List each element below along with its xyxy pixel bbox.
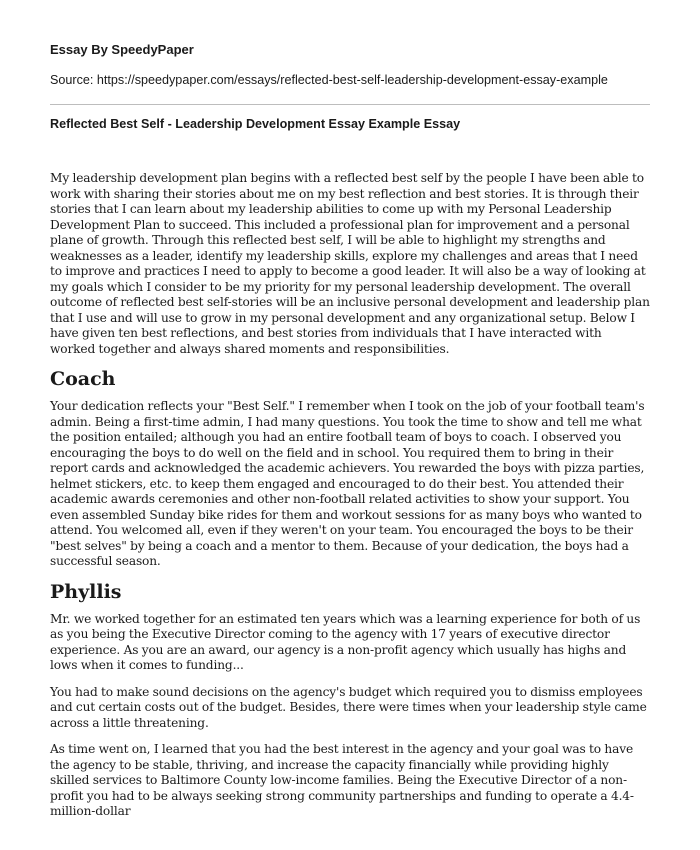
site-title: Essay By SpeedyPaper bbox=[50, 42, 194, 57]
section-heading-coach: Coach bbox=[50, 368, 116, 390]
source-link[interactable]: Source: https://speedypaper.com/essays/reflected-best-self-leadership-development-essay-example bbox=[50, 73, 608, 87]
section-heading-phyllis: Phyllis bbox=[50, 580, 122, 603]
header-divider bbox=[50, 104, 650, 105]
phyllis-paragraph-3: As time went on, I learned that you had the best interest in the agency and your goal was to have the agency to be stable, thriving, and increase the capacity financially while providing highly skilled services to Baltimore County low-income families. Being the Executive Director of a non-profit you had to be always seeking strong community partnerships and funding to operate a 4.4-million-dollar bbox=[50, 742, 634, 818]
coach-paragraph: Your dedication reflects your "Best Self." I remember when I took on the job of your football team's admin. Being a first-time admin, I had many questions. You took the time to show and tell me what the position entailed; although you had an entire football team of boys to coach. I observed you encouraging the boys to do well on the field and in school. You required them to bring in their report cards and acknowledged the academic achievers. You rewarded the boys with pizza parties, helmet stickers, etc. to keep them engaged and encouraged to do their best. You attended their academic awards ceremonies and other non-football related activities to show your support. You even assembled Sunday bike rides for them and workout sessions for as many boys who wanted to attend. You welcomed all, even if they weren't on your team. You encouraged the boys to be their "best selves" by being a coach and a mentor to them. Because of your dedication, the boys had a successful season. bbox=[50, 399, 645, 568]
phyllis-paragraph-2: You had to make sound decisions on the agency's budget which required you to dismiss employees and cut certain costs out of the budget. Besides, there were times when your leadership style came across a little threatening. bbox=[50, 684, 647, 730]
essay-title: Reflected Best Self - Leadership Development Essay Example Essay bbox=[50, 117, 461, 131]
intro-paragraph: My leadership development plan begins with a reflected best self by the people I have been able to work with sharing their stories about me on my best reflection and best stories. It is through their stories that I can learn about my leadership abilities to come up with my Personal Leadership Development Plan to succeed. This included a professional plan for improvement and a personal plane of growth. Through this reflected best self, I will be able to highlight my strengths and weaknesses as a leader, identify my leadership skills, explore my challenges and areas that I need to improve and practices I need to apply to become a good leader. It will also be a way of looking at my goals which I consider to be my priority for my personal leadership development. The overall outcome of reflected best self-stories will be an inclusive personal development and leadership plan that I use and will use to grow in my personal development and any organizational setup. Below I have given ten best reflections, and best stories from individuals that I have interacted with worked together and always shared moments and responsibilities. bbox=[50, 171, 650, 356]
phyllis-paragraph-1: Mr. we worked together for an estimated ten years which was a learning experience for both of us as you being the Executive Director coming to the agency with 17 years of executive director experience. As you are an award, our agency is a non-profit agency which usually has highs and lows when it comes to funding... bbox=[50, 611, 641, 672]
